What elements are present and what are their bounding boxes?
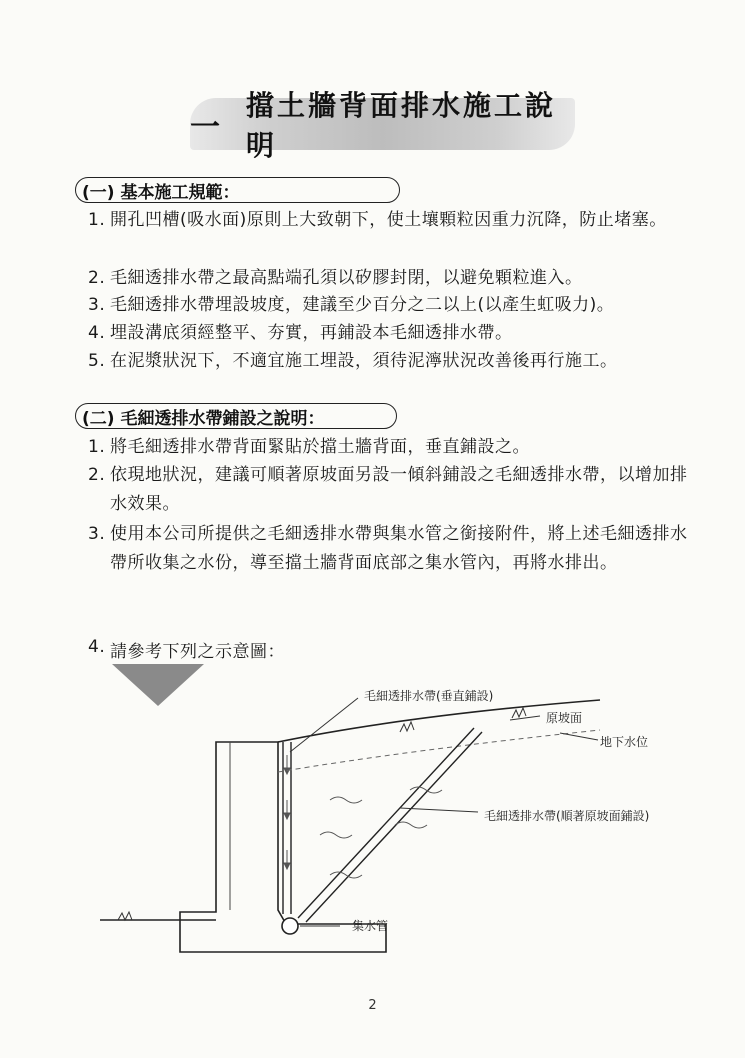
inclined-drain-belt-inner xyxy=(306,732,482,922)
diagram-reference-line xyxy=(88,637,285,662)
item-number: 3. xyxy=(88,524,106,544)
label-groundwater: 地下水位 xyxy=(600,735,649,749)
seepage-marks xyxy=(320,787,442,878)
item-text: 毛細透排水帶埋設坡度，建議至少百分之二以上(以產生虹吸力)。 xyxy=(110,295,615,315)
grass-mark-slope-1 xyxy=(400,722,414,732)
section2-item-3 xyxy=(88,520,688,578)
flow-arrows-vertical xyxy=(284,755,290,869)
item-text: 毛細透排水帶之最高點端孔須以矽膠封閉，以避免顆粒進入。 xyxy=(110,268,583,288)
grass-mark-slope-2 xyxy=(512,708,526,718)
item-number: 5. xyxy=(88,351,106,371)
item-number: 2. xyxy=(88,268,106,288)
item-text: 在泥漿狀況下，不適宜施工埋設，須待泥濘狀況改善後再行施工。 xyxy=(110,351,618,371)
inclined-drain-belt xyxy=(298,728,474,918)
section1-item-5 xyxy=(88,347,688,376)
item-text: 依現地狀況，建議可順著原坡面另設一傾斜鋪設之毛細透排水帶，以增加排水效果。 xyxy=(110,465,688,514)
collection-pipe xyxy=(282,918,298,934)
item-number: 3. xyxy=(88,295,106,315)
page-title: 擋土牆背面排水施工說明 xyxy=(246,89,557,162)
item-number: 4. xyxy=(88,637,106,657)
item-text: 將毛細透排水帶背面緊貼於擋土牆背面，垂直鋪設之。 xyxy=(110,437,530,457)
leader-slope xyxy=(510,716,540,720)
section1-heading: (一) 基本施工規範： xyxy=(75,177,400,203)
leader-vertical xyxy=(290,698,358,752)
item-number: 1. xyxy=(88,210,106,230)
label-vertical-belt: 毛細透排水帶(垂直鋪設) xyxy=(364,689,494,703)
section1-item-3 xyxy=(88,291,688,320)
label-inclined-belt: 毛細透排水帶(順著原坡面鋪設) xyxy=(484,809,650,823)
page-number: 2 xyxy=(368,998,377,1013)
label-slope: 原坡面 xyxy=(546,711,583,725)
item-text: 埋設溝底須經整平、夯實，再鋪設本毛細透排水帶。 xyxy=(110,323,513,343)
section2-item-1 xyxy=(88,433,688,462)
item-text: 請參考下列之示意圖： xyxy=(110,642,285,662)
item-text: 開孔凹槽(吸水面)原則上大致朝下，使土壤顆粒因重力沉降，防止堵塞。 xyxy=(110,210,667,230)
retaining-wall-diagram xyxy=(0,660,745,990)
section1-item-1 xyxy=(88,206,688,235)
title-banner xyxy=(190,89,575,162)
grass-mark-left xyxy=(118,912,132,920)
section1-item-2 xyxy=(88,264,688,293)
title-prefix: 一 xyxy=(190,110,220,145)
item-number: 2. xyxy=(88,465,106,485)
item-number: 1. xyxy=(88,437,106,457)
leader-groundwater xyxy=(560,733,598,740)
leader-inclined xyxy=(400,808,478,812)
section2-item-2 xyxy=(88,461,688,519)
item-text: 使用本公司所提供之毛細透排水帶與集水管之銜接附件，將上述毛細透排水帶所收集之水份，導至擋土牆背面底部之集水管內，再將水排出。 xyxy=(110,524,688,573)
section2-heading: (二) 毛細透排水帶鋪設之說明： xyxy=(75,403,397,429)
section1-item-4 xyxy=(88,319,688,348)
label-pipe: 集水管 xyxy=(352,919,389,933)
item-number: 4. xyxy=(88,323,106,343)
